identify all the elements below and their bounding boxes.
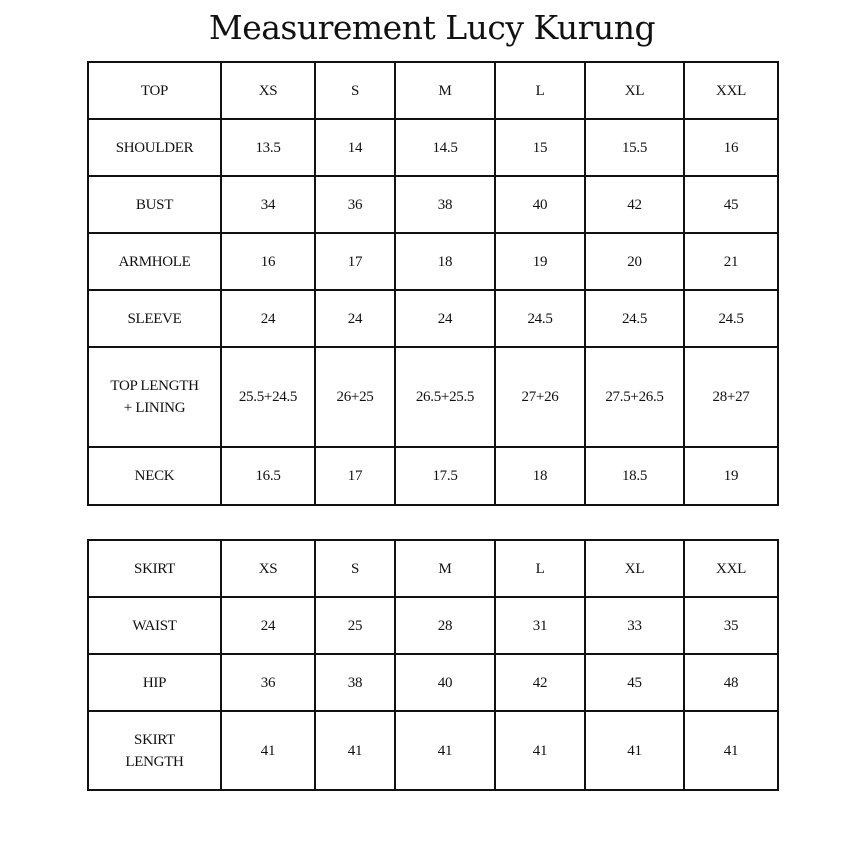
row-label: BUST	[88, 176, 221, 233]
table-cell: 18	[495, 447, 585, 505]
table-cell: 45	[585, 654, 684, 711]
table-cell: 41	[315, 711, 395, 790]
table-cell: 24	[395, 290, 495, 347]
header-cell-m: M	[395, 62, 495, 119]
table-row-neck	[88, 447, 778, 505]
header-cell-s: S	[315, 62, 395, 119]
header-cell-top: TOP	[88, 62, 221, 119]
header-cell-xs: XS	[221, 540, 315, 597]
table-cell: 26+25	[315, 347, 395, 447]
table-cell: 42	[585, 176, 684, 233]
row-label	[88, 711, 221, 790]
table-cell: 18.5	[585, 447, 684, 505]
table-cell: 17	[315, 447, 395, 505]
row-label: SLEEVE	[88, 290, 221, 347]
row-label-line: + LINING	[123, 400, 186, 416]
table-cell: 17	[315, 233, 395, 290]
table-cell: 24.5	[495, 290, 585, 347]
table-row-hip	[88, 654, 778, 711]
table-cell: 21	[684, 233, 778, 290]
table-cell: 35	[684, 597, 778, 654]
header-cell-xxl: XXL	[684, 62, 778, 119]
table-header-row	[88, 62, 778, 119]
header-cell-l: L	[495, 540, 585, 597]
table-cell: 15.5	[585, 119, 684, 176]
table-cell: 48	[684, 654, 778, 711]
table-cell: 25.5+24.5	[221, 347, 315, 447]
table-cell: 41	[221, 711, 315, 790]
skirt-measurement-table	[87, 539, 779, 791]
row-label-line: SKIRT	[134, 731, 175, 748]
table-cell: 42	[495, 654, 585, 711]
table-cell: 33	[585, 597, 684, 654]
table-cell: 38	[395, 176, 495, 233]
table-cell: 19	[684, 447, 778, 505]
row-label-line: TOP LENGTH	[110, 378, 199, 394]
header-cell-xl: XL	[585, 540, 684, 597]
header-cell-l: L	[495, 62, 585, 119]
table-cell: 34	[221, 176, 315, 233]
table-cell: 19	[495, 233, 585, 290]
table-cell: 13.5	[221, 119, 315, 176]
table-cell: 45	[684, 176, 778, 233]
table-cell: 36	[315, 176, 395, 233]
table-cell: 27+26	[495, 347, 585, 447]
table-cell: 16	[221, 233, 315, 290]
table-cell: 24	[221, 597, 315, 654]
table-cell: 15	[495, 119, 585, 176]
table-cell: 31	[495, 597, 585, 654]
table-cell: 20	[585, 233, 684, 290]
table-cell: 25	[315, 597, 395, 654]
row-label: ARMHOLE	[88, 233, 221, 290]
table-cell: 14	[315, 119, 395, 176]
table-cell: 24.5	[585, 290, 684, 347]
table-cell: 16	[684, 119, 778, 176]
table-cell: 41	[495, 711, 585, 790]
table-cell: 14.5	[395, 119, 495, 176]
table-cell: 40	[395, 654, 495, 711]
table-cell: 26.5+25.5	[395, 347, 495, 447]
table-cell: 28+27	[684, 347, 778, 447]
table-row-top-length	[88, 347, 778, 447]
table-cell: 16.5	[221, 447, 315, 505]
table-row-armhole	[88, 233, 778, 290]
row-label: NECK	[88, 447, 221, 505]
header-cell-xl: XL	[585, 62, 684, 119]
table-row-bust	[88, 176, 778, 233]
table-cell: 41	[684, 711, 778, 790]
row-label	[88, 347, 221, 447]
header-cell-xxl: XXL	[684, 540, 778, 597]
table-cell: 17.5	[395, 447, 495, 505]
table-cell: 24	[315, 290, 395, 347]
table-cell: 28	[395, 597, 495, 654]
header-cell-skirt: SKIRT	[88, 540, 221, 597]
table-cell: 18	[395, 233, 495, 290]
row-label: SHOULDER	[88, 119, 221, 176]
table-row-sleeve	[88, 290, 778, 347]
row-label: HIP	[88, 654, 221, 711]
row-label: WAIST	[88, 597, 221, 654]
table-row-shoulder	[88, 119, 778, 176]
header-cell-m: M	[395, 540, 495, 597]
table-cell: 40	[495, 176, 585, 233]
table-cell: 36	[221, 654, 315, 711]
table-row-waist	[88, 597, 778, 654]
table-cell: 27.5+26.5	[585, 347, 684, 447]
row-label-line: LENGTH	[125, 753, 184, 770]
header-cell-xs: XS	[221, 62, 315, 119]
table-cell: 41	[395, 711, 495, 790]
page-title: Measurement Lucy Kurung	[208, 8, 656, 47]
table-header-row	[88, 540, 778, 597]
table-row-skirt-length	[88, 711, 778, 790]
top-measurement-table	[87, 61, 779, 506]
table-cell: 41	[585, 711, 684, 790]
table-cell: 24	[221, 290, 315, 347]
table-cell: 24.5	[684, 290, 778, 347]
table-cell: 38	[315, 654, 395, 711]
header-cell-s: S	[315, 540, 395, 597]
